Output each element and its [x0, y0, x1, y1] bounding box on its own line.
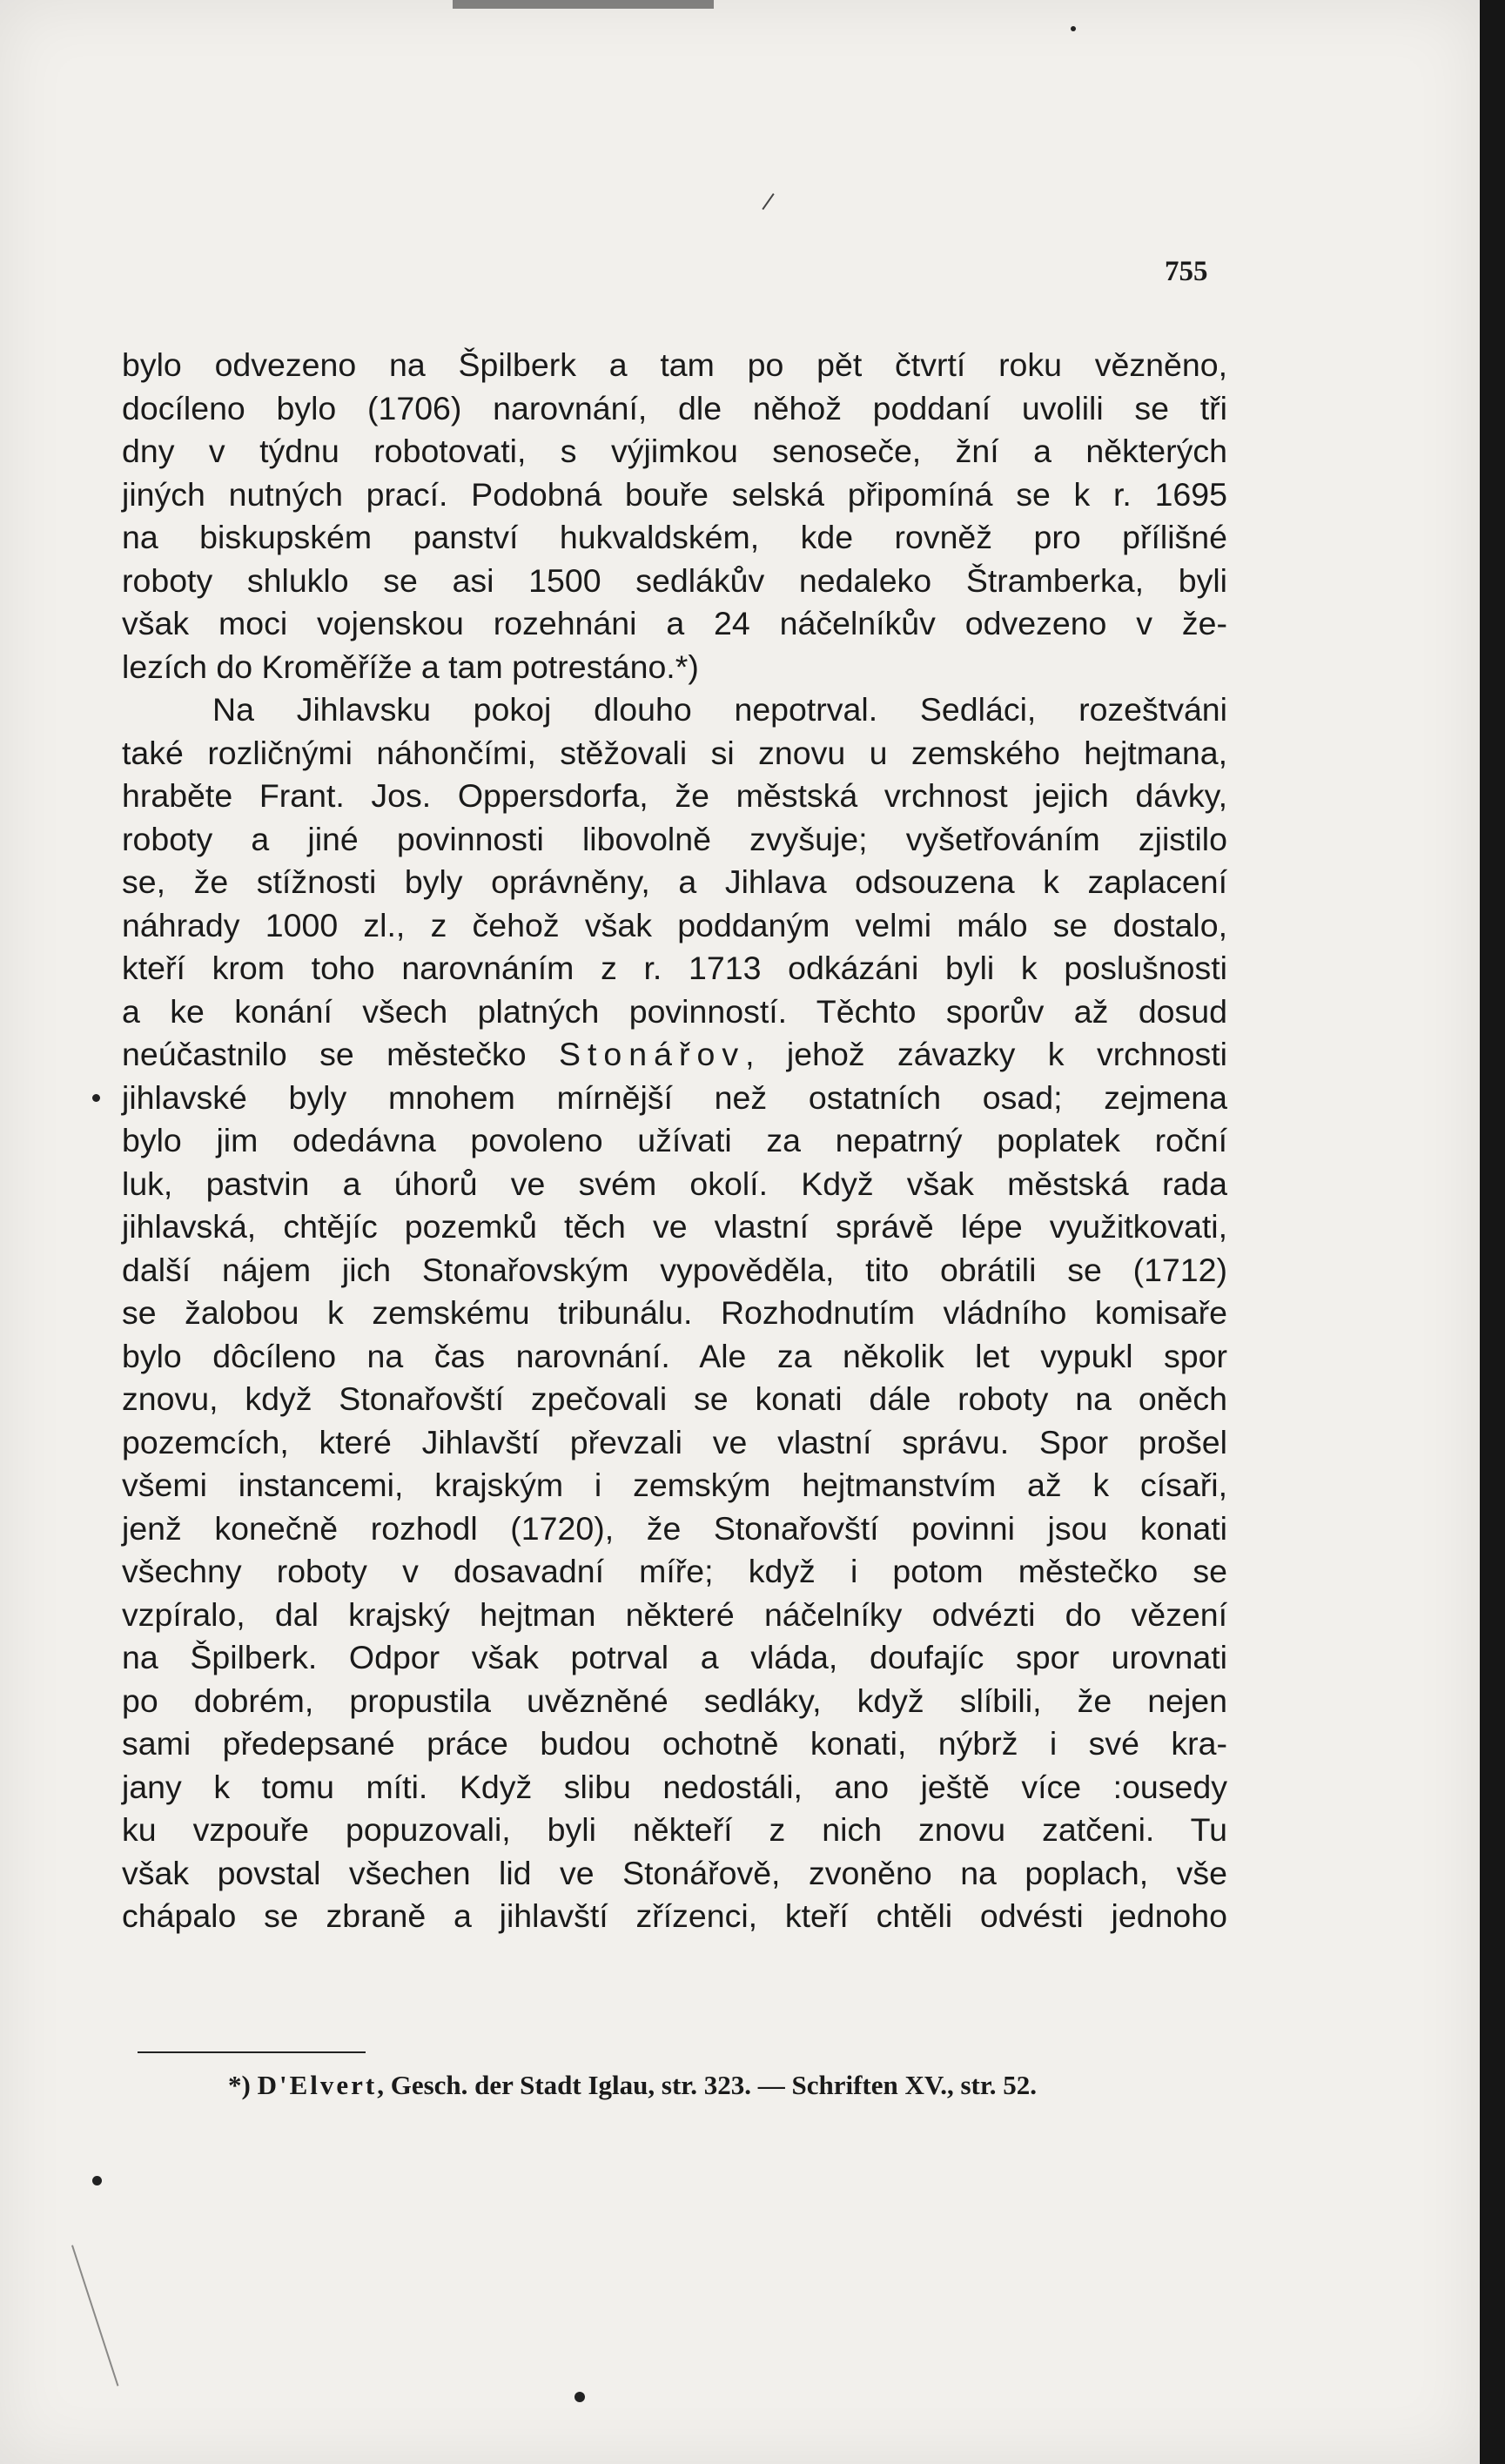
text-line: však povstal všechen lid ve Stonářově, zvoněno na poplach, vše	[122, 1854, 1227, 1891]
text-line: všemi instancemi, krajským i zemským hejtmanstvím až k císaři,	[122, 1467, 1227, 1503]
text-line: další nájem jich Stonařovským vypověděla, tito obrátili se (1712)	[122, 1251, 1227, 1288]
paragraph-first-line: Na Jihlavsku pokoj dlouho nepotrval. Sedláci, rozeštváni	[212, 691, 1227, 728]
text-line: a ke konání všech platných povinností. Těchto sporů̆v až dosud	[122, 992, 1227, 1030]
text-line: kteří krom toho narovnáním z r. 1713 odkázáni byli k poslušnosti	[122, 950, 1227, 986]
text-line: jihlavské byly mnohem mírnější než ostatních osad; zejmena	[122, 1078, 1227, 1116]
ink-speck	[574, 2392, 585, 2402]
text-line: jany k tomu míti. Když slibu nedostáli, ano ještě více :ousedy	[122, 1768, 1227, 1805]
page-number: 755	[1165, 256, 1208, 287]
text-line: jihlavská, chtějíc pozemků̆ těch ve vlastní správě lépe využitkovati,	[122, 1208, 1227, 1245]
text-line: po dobrém, propustila uvězněné sedláky, když slíbili, že nejen	[122, 1682, 1227, 1719]
text-line: všechny roboty v dosavadní míře; když i potom městečko se	[122, 1553, 1227, 1589]
footnote-divider	[138, 2051, 366, 2053]
line-segment: , jehož závazky k vrchnosti	[745, 1036, 1228, 1072]
top-edge-scrap	[453, 0, 714, 9]
text-line: pozemcích, které Jihlavští převzali ve vlastní správu. Spor prošel	[122, 1423, 1227, 1460]
text-line: docíleno bylo (1706) narovnání, dle něhož poddaní uvolili se tři	[122, 389, 1227, 426]
text-line: ku vzpouře popuzovali, byli někteří z nich znovu zatčeni. Tu	[122, 1811, 1227, 1848]
footnote-citation: , Gesch. der Stadt Iglau, str. 323. — Schriften XV., str. 52.	[377, 2070, 1038, 2100]
ink-speck	[92, 1094, 100, 1102]
footnote-author: D'Elvert	[257, 2070, 378, 2100]
page-scratch	[71, 2245, 118, 2386]
text-line-stonarov	[122, 1033, 1227, 1077]
ink-speck	[1071, 26, 1076, 31]
text-line: bylo jim odedávna povoleno užívati za nepatrný poplatek roční	[122, 1122, 1227, 1158]
ink-speck	[92, 2176, 102, 2185]
text-line: lezích do Kroměříže a tam potrestáno.*)	[122, 648, 699, 685]
text-line: znovu, když Stonařovští zpečovali se konati dále roboty na oněch	[122, 1380, 1227, 1417]
text-line: se žalobou k zemskému tribunálu. Rozhodnutím vládního komisaře	[122, 1294, 1227, 1331]
text-line: na biskupském panství hukvaldském, kde rovněž pro přílišné	[122, 519, 1227, 555]
text-line: bylo odvezeno na Špilberk a tam po pět čtvrtí roku vězněno,	[122, 346, 1227, 383]
text-line: hraběte Frant. Jos. Oppersdorfa, že městská vrchnost jejich dávky,	[122, 777, 1227, 814]
footnote	[228, 2070, 1037, 2101]
line-segment: neúčastnilo se městečko	[122, 1036, 527, 1072]
body-text	[122, 344, 1227, 1938]
scan-border	[1480, 0, 1505, 2464]
pencil-mark	[762, 193, 774, 210]
text-line: také rozličnými náhončími, stěžovali si znovu u zemského hejtmana,	[122, 734, 1227, 771]
text-line: chápalo se zbraně a jihlavští zřízenci, kteří chtěli odvésti jednoho	[122, 1897, 1227, 1934]
text-line: vzpíralo, dal krajský hejtman některé náčelníky odvézti do vězení	[122, 1595, 1227, 1633]
text-line: jenž konečně rozhodl (1720), že Stonařovští povinni jsou konati	[122, 1509, 1227, 1547]
text-line: na Špilberk. Odpor však potrval a vláda, doufajíc spor urovnati	[122, 1639, 1227, 1675]
text-line: jiných nutných prací. Podobná bouře selská připomíná se k r. 1695	[122, 475, 1227, 513]
text-line: luk, pastvin a úhorů̆ ve svém okolí. Když však městská rada	[122, 1165, 1227, 1202]
text-line: bylo dôcíleno na čas narovnání. Ale za několik let vypukl spor	[122, 1337, 1227, 1374]
text-line: však moci vojenskou rozehnáni a 24 náčelníků̆v odvezeno v že-	[122, 605, 1227, 641]
footnote-marker: *)	[228, 2070, 251, 2100]
place-name-spaced: Stonářov	[559, 1036, 746, 1072]
text-line: roboty a jiné povinnosti libovolně zvyšuje; vyšetřováním zjistilo	[122, 820, 1227, 857]
text-line: se, že stížnosti byly oprávněny, a Jihlava odsouzena k zaplacení	[122, 863, 1227, 900]
text-line: dny v týdnu robotovati, s výjimkou senoseče, žní a některých	[122, 433, 1227, 469]
text-line: roboty shluklo se asi 1500 sedláků̆v nedaleko Štramberka, byli	[122, 561, 1227, 599]
text-line: sami předepsané práce budou ochotně konati, nýbrž i své kra-	[122, 1725, 1227, 1762]
text-line: náhrady 1000 zl., z čehož však poddaným velmi málo se dostalo,	[122, 906, 1227, 943]
